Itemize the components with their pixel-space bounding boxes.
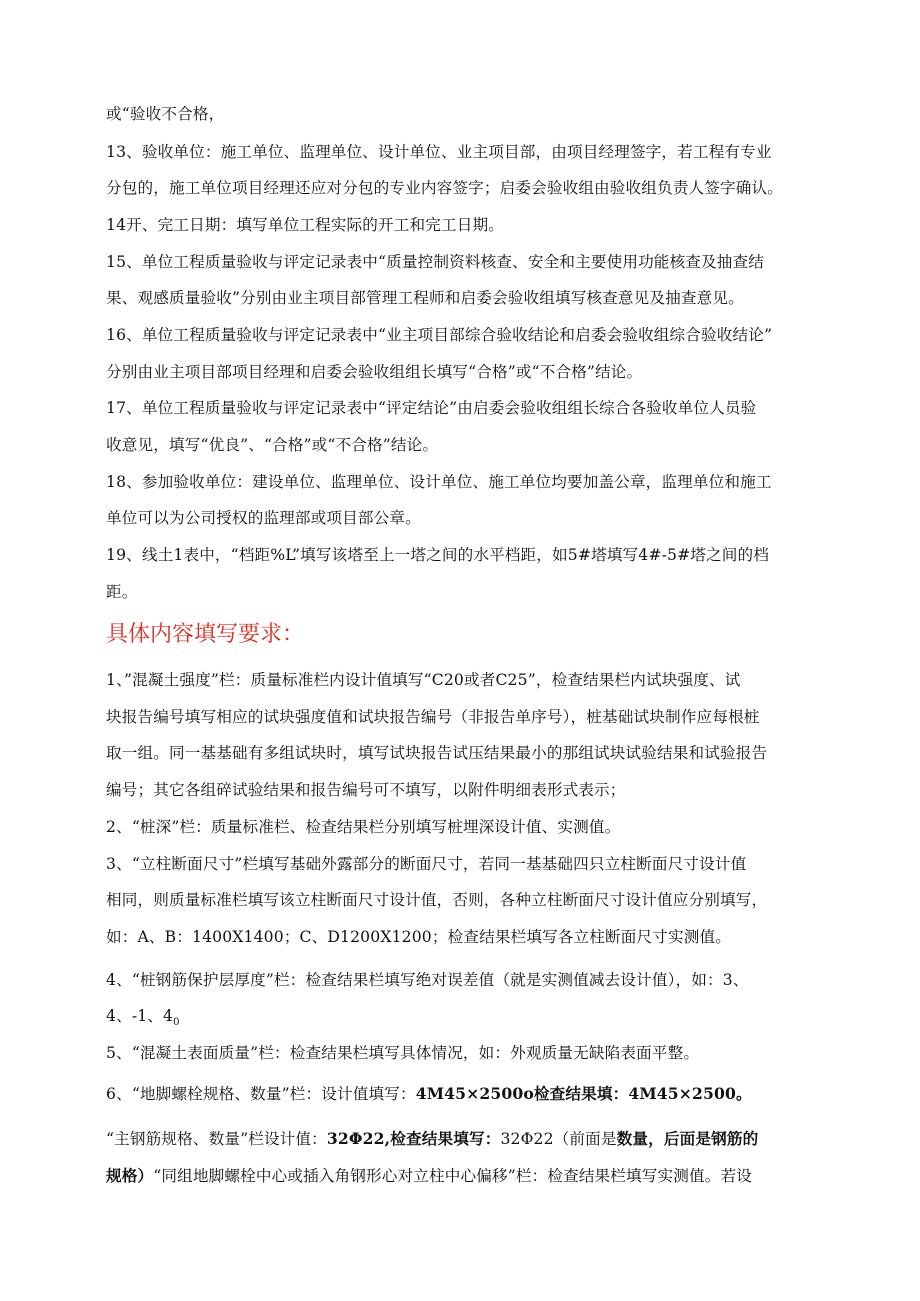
text-line: 15、单位工程质量验收与评定记录表中“质量控制资料核查、安全和主要使用功能核查及抽查结 bbox=[106, 253, 765, 271]
text-line: 块报告编号填写相应的试块强度值和试块报告编号（非报告单序号），桩基础试块制作应每根桩 bbox=[106, 708, 760, 726]
rebar-result: 32Φ22（前面是 bbox=[500, 1130, 617, 1148]
rebar-label: “主钢筋规格、数量”栏设计值： bbox=[106, 1130, 327, 1148]
text-line: 19、线土1表中，“档距%L”填写该塔至上一塔之间的水平档距，如5#塔填写4#-5#塔之间的档 bbox=[106, 546, 770, 564]
text-line: 距。 bbox=[106, 583, 138, 601]
offset-rule: “同组地脚螺栓中心或插入角钢形心对立柱中心偏移”栏：检查结果栏填写实测值。若设 bbox=[153, 1167, 752, 1185]
text-line: 13、验收单位：施工单位、监理单位、设计单位、业主项目部，由项目经理签字，若工程有专业 bbox=[106, 143, 772, 161]
text-line bbox=[106, 1083, 836, 1105]
text-line: 取一组。同一基基础有多组试块时，填写试块报告试压结果最小的那组试块试验结果和试验报告 bbox=[106, 744, 768, 762]
text-line: 2、“桩深”栏：质量标准栏、检查结果栏分别填写桩埋深设计值、实测值。 bbox=[106, 818, 621, 836]
text-line bbox=[106, 1128, 836, 1150]
text-line: 3、“立柱断面尺寸”栏填写基础外露部分的断面尺寸，若同一基基础四只立柱断面尺寸设计值 bbox=[106, 855, 747, 873]
rebar-note-end: 规格） bbox=[106, 1166, 154, 1185]
item4-subscript: 0 bbox=[173, 1017, 180, 1029]
text-line: 相同，则质量标准栏填写该立柱断面尺寸设计值，否则，各种立柱断面尺寸设计值应分别填写， bbox=[106, 891, 768, 909]
rebar-design-value: 32Φ22,检查结果填写： bbox=[326, 1129, 501, 1148]
text-line: 收意见，填写“优良”、“合格”或“不合格”结论。 bbox=[106, 436, 439, 454]
text-line: 或“验收不合格， bbox=[106, 105, 225, 123]
text-line: 4、“桩钢筋保护层厚度”栏：检查结果栏填写绝对误差值（就是实测值减去设计值），如：3、 bbox=[106, 971, 749, 989]
item4-values: 4、-1、4 bbox=[106, 1007, 174, 1025]
item6-result: 检查结果填：4M45×2500。 bbox=[533, 1084, 752, 1103]
item6-label: 6、“地脚螺栓规格、数量”栏：设计值填写： bbox=[106, 1085, 416, 1103]
text-line bbox=[106, 1165, 836, 1187]
text-line: 分包的，施工单位项目经理还应对分包的专业内容签字；启委会验收组由验收组负责人签字确认。 bbox=[106, 179, 783, 197]
text-line: 如：A、B：1400X1400；C、D1200X1200；检查结果栏填写各立柱断面尺寸实测值。 bbox=[106, 928, 731, 946]
item6-design-value: 4M45×2500o bbox=[415, 1084, 534, 1103]
rebar-note: 数量，后面是钢筋的 bbox=[616, 1129, 759, 1148]
text-line: 果、观感质量验收”分别由业主项目部管理工程师和启委会验收组填写核查意见及抽查意见。 bbox=[106, 289, 744, 307]
section-heading: 具体内容填写要求： bbox=[106, 622, 305, 647]
text-line bbox=[106, 1005, 836, 1034]
text-line: 编号；其它各组碎试验结果和报告编号可不填写，以附件明细表形式表示； bbox=[106, 781, 626, 799]
text-line: 14开、完工日期：填写单位工程实际的开工和完工日期。 bbox=[106, 216, 504, 234]
text-line: 17、单位工程质量验收与评定记录表中“评定结论”由启委会验收组组长综合各验收单位人员验 bbox=[106, 399, 757, 417]
text-line: 16、单位工程质量验收与评定记录表中“业主项目部综合验收结论和启委会验收组综合验收结论” bbox=[106, 326, 773, 344]
text-line: 分别由业主项目部项目经理和启委会验收组组长填写“合格”或“不合格”结论。 bbox=[106, 363, 643, 381]
text-line: 5、“混凝土表面质量”栏：检查结果栏填写具体情况，如：外观质量无缺陷表面平整。 bbox=[106, 1044, 700, 1062]
text-line: 1、”混凝土强度”栏：质量标准栏内设计值填写“C20或者C25”，检查结果栏内试块强度、试 bbox=[106, 671, 741, 689]
text-line: 单位可以为公司授权的监理部或项目部公章。 bbox=[106, 509, 421, 527]
text-line: 18、参加验收单位：建设单位、监理单位、设计单位、施工单位均要加盖公章，监理单位和施工 bbox=[106, 473, 772, 491]
